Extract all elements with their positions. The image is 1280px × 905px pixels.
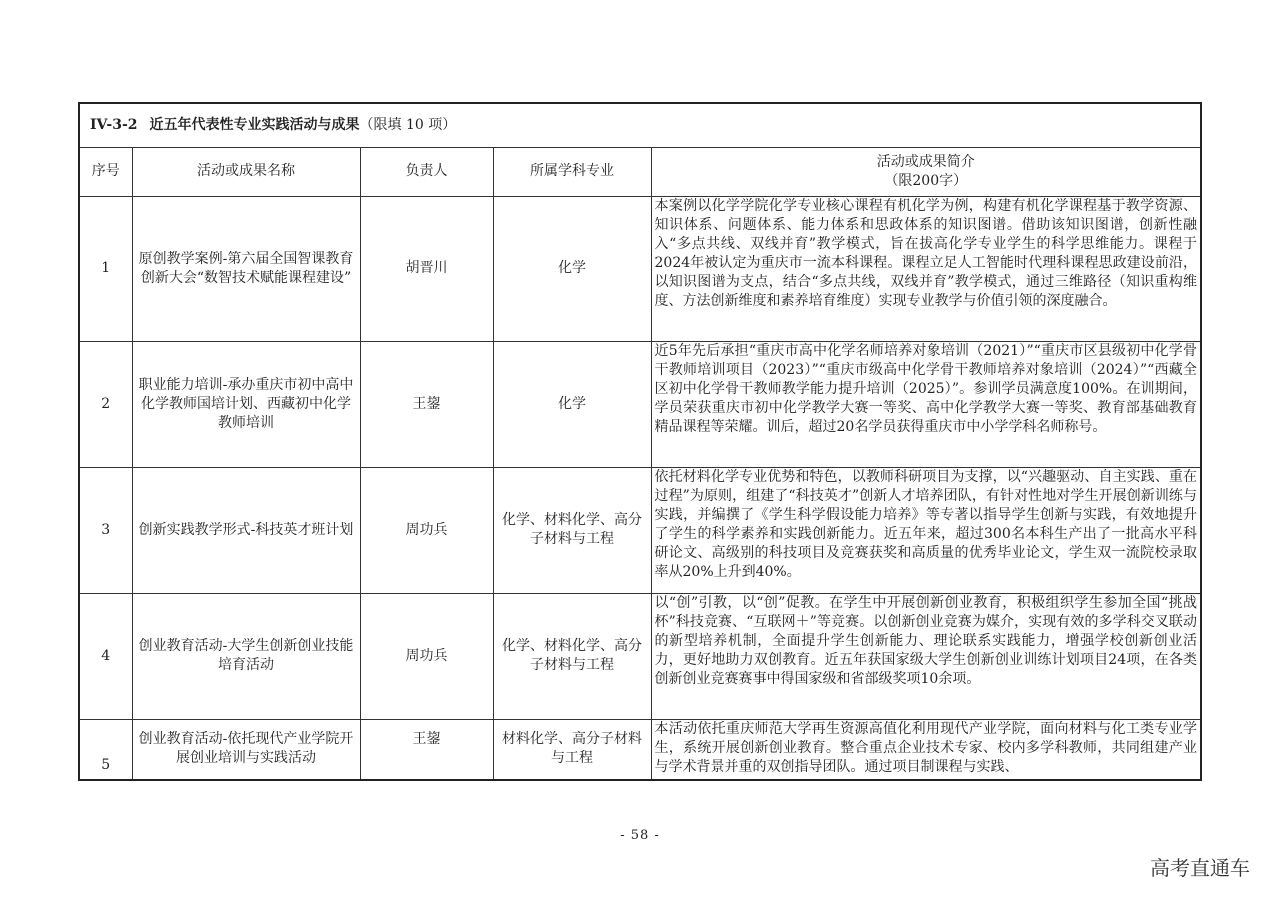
responsible-person: 王鋆 <box>360 719 493 780</box>
table-row <box>79 467 1201 593</box>
row-number: 2 <box>79 341 132 467</box>
activity-name: 创新实践教学形式-科技英才班计划 <box>132 467 360 593</box>
header-person: 负责人 <box>360 147 493 196</box>
header-discipline: 所属学科专业 <box>493 147 651 196</box>
table-title <box>79 103 1201 147</box>
activity-name: 创业教育活动-大学生创新创业技能培育活动 <box>132 593 360 719</box>
header-no: 序号 <box>79 147 132 196</box>
discipline: 化学 <box>493 196 651 341</box>
responsible-person: 周功兵 <box>360 593 493 719</box>
activity-name: 创业教育活动-依托现代产业学院开展创业培训与实践活动 <box>132 719 360 780</box>
page-number: - 58 - <box>620 828 660 843</box>
responsible-person: 王鋆 <box>360 341 493 467</box>
responsible-person: 周功兵 <box>360 467 493 593</box>
table-row <box>79 341 1201 467</box>
discipline: 化学 <box>493 341 651 467</box>
header-summary <box>651 147 1201 196</box>
row-number: 5 <box>79 719 132 780</box>
activity-summary: 以“创”引教，以“创”促教。在学生中开展创新创业教育，积极组织学生参加全国“挑战杯”科技竞赛、“互联网＋”等竞赛。以创新创业竞赛为媒介，实现有效的多学科交叉联动的新型培养机制，全面提升学生创新能力、理论联系实践能力，增强学校创新创业活力，更好地助力双创教育。近五年获国家级大学生创新创业训练计划项目24项，在各类创新创业竞赛赛事中得国家级和省部级奖项10余项。 <box>651 593 1201 719</box>
activity-summary: 近5年先后承担“重庆市高中化学名师培养对象培训（2021）”“重庆市区县级初中化学骨干教师培训项目（2023）”“重庆市级高中化学骨干教师培养对象培训（2024）”“西藏全区初中化学骨干教师教学能力提升培训（2025）”。参训学员满意度100%。在训期间，学员荣获重庆市初中化学教学大赛一等奖、高中化学教学大赛一等奖、教育部基础教育精品课程等荣耀。训后，超过20名学员获得重庆市中小学学科名师称号。 <box>651 341 1201 467</box>
table-title-text: 近五年代表性专业实践活动与成果 <box>149 116 360 133</box>
discipline: 化学、材料化学、高分子材料与工程 <box>493 593 651 719</box>
discipline: 材料化学、高分子材料与工程 <box>493 719 651 780</box>
header-name: 活动或成果名称 <box>132 147 360 196</box>
activity-summary: 依托材料化学专业优势和特色，以教师科研项目为支撑，以“兴趣驱动、自主实践、重在过程”为原则，组建了“科技英才”创新人才培养团队，有针对性地对学生开展创新训练与实践，并编撰了《学生科学假设能力培养》等专著以指导学生创新与实践，有效地提升了学生的科学素养和实践创新能力。近五年来，超过300名本科生产出了一批高水平科研论文、高级别的科技项目及竞赛获奖和高质量的优秀毕业论文，学生双一流院校录取率从20%上升到40%。 <box>651 467 1201 593</box>
header-summary-line2: （限200字） <box>884 172 968 189</box>
header-row <box>79 147 1201 196</box>
table-title-note: （限填 10 项） <box>359 116 457 133</box>
activity-summary: 本活动依托重庆师范大学再生资源高值化利用现代产业学院，面向材料与化工类专业学生，系统开展创新创业教育。整合重点企业技术专家、校内多学科教师，共同组建产业与学术背景并重的双创指导团队。通过项目制课程与实践、 <box>651 719 1201 780</box>
discipline: 化学、材料化学、高分子材料与工程 <box>493 467 651 593</box>
row-number: 4 <box>79 593 132 719</box>
responsible-person: 胡晋川 <box>360 196 493 341</box>
header-summary-line1: 活动或成果简介 <box>876 153 975 170</box>
practice-activities-table <box>78 102 1202 781</box>
activity-summary: 本案例以化学学院化学专业核心课程有机化学为例，构建有机化学课程基于教学资源、知识体系、问题体系、能力体系和思政体系的知识图谱。借助该知识图谱，创新性融入“多点共线、双线并育”教学模式，旨在拔高化学专业学生的科学思维能力。课程于2024年被认定为重庆市一流本科课程。课程立足人工智能时代理科课程思政建设前沿，以知识图谱为支点，结合“多点共线，双线并育”教学模式，通过三维路径（知识重构维度、方法创新维度和素养培育维度）实现专业教学与价值引领的深度融合。 <box>651 196 1201 341</box>
table-row <box>79 593 1201 719</box>
row-number: 1 <box>79 196 132 341</box>
watermark-text: 高考直通车 <box>1150 856 1250 880</box>
row-number: 3 <box>79 467 132 593</box>
table-row <box>79 719 1201 780</box>
table-code: IV-3-2 <box>90 116 138 133</box>
activity-name: 职业能力培训-承办重庆市初中高中化学教师国培计划、西藏初中化学教师培训 <box>132 341 360 467</box>
activity-name: 原创教学案例-第六届全国智课教育创新大会“数智技术赋能课程建设” <box>132 196 360 341</box>
table-row <box>79 196 1201 341</box>
